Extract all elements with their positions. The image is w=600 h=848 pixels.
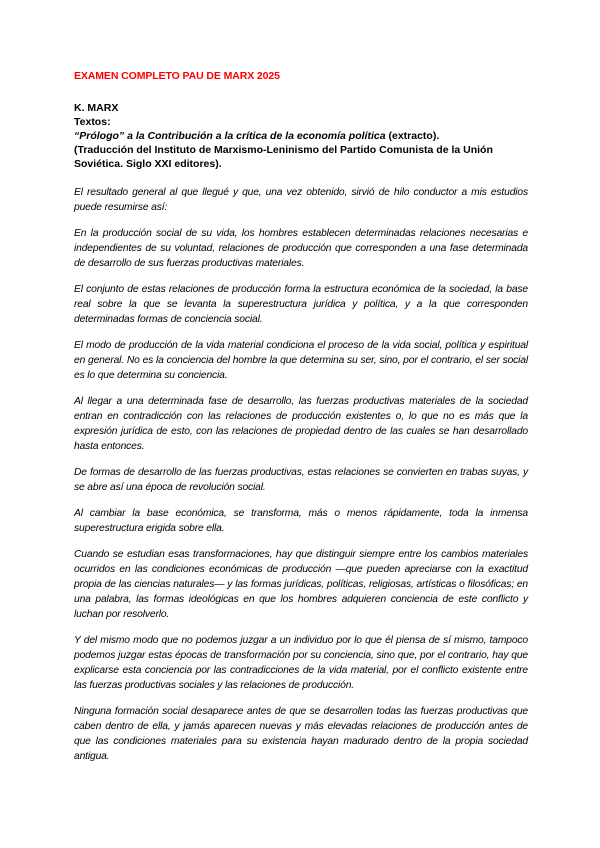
author-name: K. MARX xyxy=(74,102,119,114)
exam-title: EXAMEN COMPLETO PAU DE MARX 2025 xyxy=(74,70,280,82)
paragraph: En la producción social de su vida, los hombres establecen determinadas relaciones necesarias e independientes de su voluntad, relaciones de producción que corresponden a una fase determinada de desarrollo de sus fuerzas productivas materiales. xyxy=(74,228,528,269)
translation-note: (Traducción del Instituto de Marxismo-Leninismo del Partido Comunista de la Unión Soviética. Siglo XXI editores). xyxy=(74,144,493,170)
paragraph: Y del mismo modo que no podemos juzgar a un individuo por lo que él piensa de sí mismo, tampoco podemos juzgar estas épocas de transformación por su conciencia, sino que, por el contrario, hay que explicarse esta conciencia por las contradicciones de la vida material, por el conflicto existente entre las fuerzas productivas sociales y las relaciones de producción. xyxy=(74,635,528,691)
paragraph: El conjunto de estas relaciones de producción forma la estructura económica de la sociedad, la base real sobre la que se levanta la superestructura jurídica y política, y a la que corresponden determinadas formas de conciencia social. xyxy=(74,284,528,325)
document-content xyxy=(74,70,528,775)
work-reference xyxy=(74,129,528,143)
work-suffix: (extracto). xyxy=(385,130,440,142)
paragraph: Ninguna formación social desaparece antes de que se desarrollen todas las fuerzas productivas que caben dentro de ella, y jamás aparecen nuevas y más elevadas relaciones de producción antes de que las condiciones materiales para su existencia hayan madurado dentro de la propia sociedad antigua. xyxy=(74,706,528,762)
paragraph: Al llegar a una determinada fase de desarrollo, las fuerzas productivas materiales de la sociedad entran en contradicción con las relaciones de producción existentes o, lo que no es más que la expresión jurídica de esto, con las relaciones de propiedad dentro de las cuales se han desarrollado hasta entonces. xyxy=(74,396,528,452)
texts-label: Textos: xyxy=(74,116,111,128)
paragraph: Al cambiar la base económica, se transforma, más o menos rápidamente, toda la inmensa superestructura erigida sobre ella. xyxy=(74,508,528,534)
paragraph: El modo de producción de la vida material condiciona el proceso de la vida social, política y espiritual en general. No es la conciencia del hombre la que determina su ser, sino, por el contrario, el ser social es lo que determina su conciencia. xyxy=(74,340,528,381)
paragraph: El resultado general al que llegué y que, una vez obtenido, sirvió de hilo conductor a mis estudios puede resumirse así: xyxy=(74,187,528,213)
paragraph: Cuando se estudian esas transformaciones, hay que distinguir siempre entre los cambios materiales ocurridos en las condiciones económicas de producción —que pueden apreciarse con la exactitud propia de las ciencias naturales— y las formas jurídicas, políticas, religiosas, artísticas o filosóficas; en una palabra, las formas ideológicas en que los hombres adquieren conciencia de este conflicto y luchan por resolverlo. xyxy=(74,549,528,620)
text-header xyxy=(74,101,528,171)
paragraph: De formas de desarrollo de las fuerzas productivas, estas relaciones se convierten en trabas suyas, y se abre así una época de revolución social. xyxy=(74,467,528,493)
work-title: “Prólogo” a la Contribución a la crítica de la economía política xyxy=(74,130,386,142)
